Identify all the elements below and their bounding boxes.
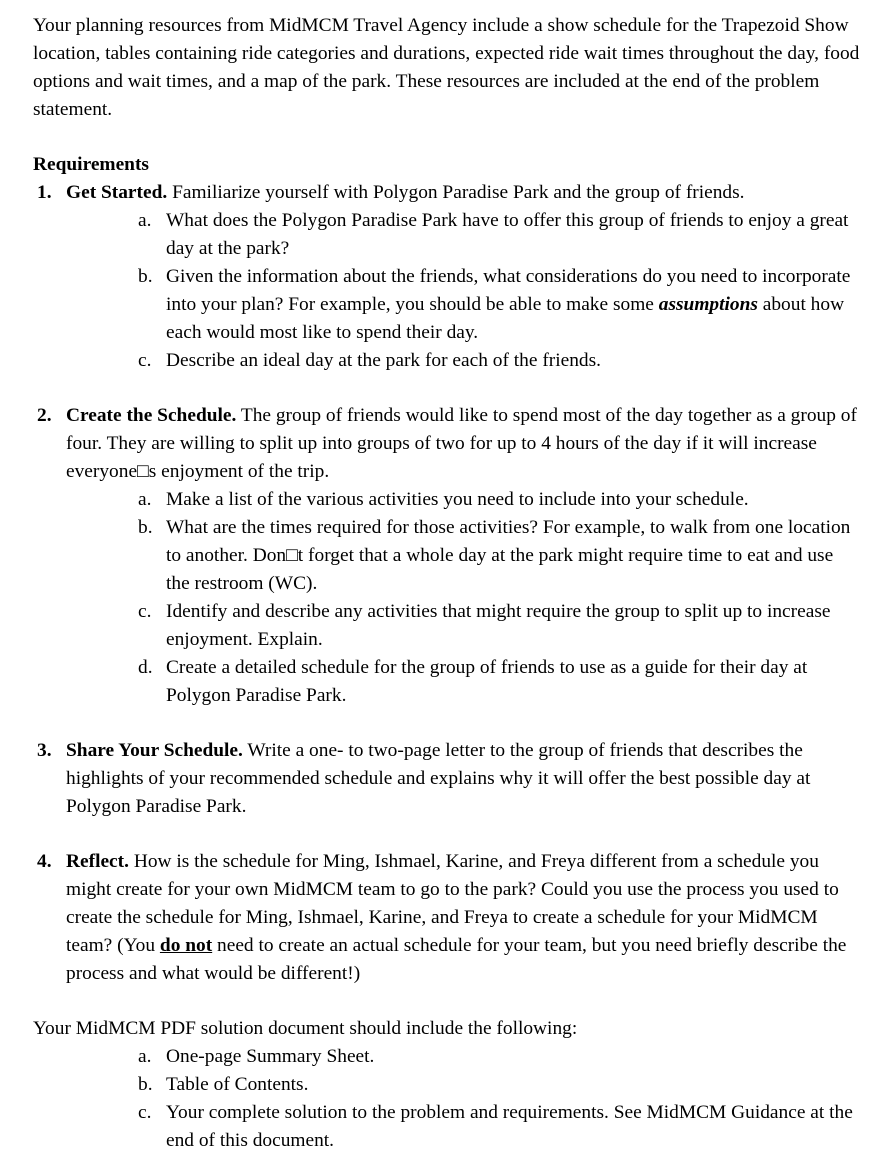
item-text xyxy=(66,402,861,486)
text-run: The group of friends would like to spend most of the day together as a group of four. They are willing to split up into groups of two for up to 4 hours of the day if it will increase everyone□s enjoyment of the trip. xyxy=(66,405,857,482)
requirement-item-3 xyxy=(33,737,861,821)
item-body xyxy=(66,737,861,821)
item-text xyxy=(66,179,861,207)
sub-item-label: b. xyxy=(138,517,153,538)
text-run: How is the schedule for Ming, Ishmael, Karine, and Freya different from a schedule you might create for your own MidMCM team to go to the park? Could you use the process you used to create the schedule for Ming, Ishmael, Karine, and Freya to create a schedule for your MidMCM team? (You xyxy=(66,851,839,956)
item-number: 3. xyxy=(37,740,52,761)
text-run-boldunderline: do not xyxy=(159,935,213,956)
text-run: What does the Polygon Paradise Park have to offer this group of friends to enjoy a great day at the park? xyxy=(166,210,849,259)
text-run-bold: Create the Schedule. xyxy=(66,405,237,426)
text-run: Your planning resources from MidMCM Travel Agency include a show schedule for the Trapezoid Show location, tables containing ride categories and durations, expected ride wait times throughout the day, food options and wait times, and a map of the park. These resources are included at the end of the problem statement. xyxy=(33,15,860,120)
closing-item-b xyxy=(138,1071,861,1099)
sub-item-label: a. xyxy=(138,489,152,510)
text-run: Given the information about the friends, what considerations do you need to incorporate into your plan? For example, you should be able to make some xyxy=(166,266,851,315)
item-body xyxy=(66,402,861,710)
requirement-item-2 xyxy=(33,402,861,710)
sub-item-2d xyxy=(138,654,861,710)
text-run: Familiarize yourself with Polygon Paradise Park and the group of friends. xyxy=(167,182,745,203)
text-run: Your MidMCM PDF solution document should include the following: xyxy=(33,1018,578,1039)
sub-item-label: b. xyxy=(138,266,153,287)
sub-item-text xyxy=(166,347,861,375)
item-text xyxy=(66,737,861,821)
sub-item-label: c. xyxy=(138,1102,152,1123)
requirements-heading: Requirements xyxy=(33,154,149,175)
sub-item-2b xyxy=(138,514,861,598)
sub-item-label: d. xyxy=(138,657,153,678)
sub-item-text xyxy=(166,514,861,598)
text-run-bold: Share Your Schedule. xyxy=(66,740,243,761)
text-run: need to create an actual schedule for your team, but you need briefly describe the process and what would be different!) xyxy=(66,935,847,984)
sub-item-2c xyxy=(138,598,861,654)
sub-item-label: a. xyxy=(138,1046,152,1067)
sub-item-label: a. xyxy=(138,210,152,231)
requirement-item-4 xyxy=(33,848,861,988)
closing-item-a xyxy=(138,1043,861,1071)
sub-item-1a xyxy=(138,207,861,263)
sub-item-label: b. xyxy=(138,1074,153,1095)
sub-item-text xyxy=(166,263,861,347)
item-body xyxy=(66,848,861,988)
closing-item-c xyxy=(138,1099,861,1155)
text-run: Identify and describe any activities that might require the group to split up to increase enjoyment. Explain. xyxy=(166,601,831,650)
sub-item-1c xyxy=(138,347,861,375)
requirement-item-1 xyxy=(33,179,861,375)
sub-item-text xyxy=(166,598,861,654)
item-number: 2. xyxy=(37,405,52,426)
item-number: 1. xyxy=(37,182,52,203)
closing-paragraph xyxy=(33,1015,861,1043)
sub-item-label: c. xyxy=(138,350,152,371)
sub-item-text xyxy=(166,654,861,710)
intro-paragraph xyxy=(33,12,861,124)
text-run: Create a detailed schedule for the group of friends to use as a guide for their day at Polygon Paradise Park. xyxy=(166,657,808,706)
text-run-bold: Get Started. xyxy=(66,182,168,203)
text-run-bolditalic: assumptions xyxy=(658,294,758,315)
sub-item-text xyxy=(166,1071,861,1099)
item-number: 4. xyxy=(37,851,52,872)
text-run: Make a list of the various activities you need to include into your schedule. xyxy=(166,489,749,510)
sub-item-1b xyxy=(138,263,861,347)
text-run: What are the times required for those activities? For example, to walk from one location to another. Don□t forget that a whole day at the park might require time to eat and use the restroom (WC). xyxy=(166,517,851,594)
sub-item-text xyxy=(166,1043,861,1071)
sub-item-text xyxy=(166,486,861,514)
sub-item-text xyxy=(166,207,861,263)
text-run: Write a one- to two-page letter to the group of friends that describes the highlights of your recommended schedule and explains why it will offer the best possible day at Polygon Paradise Park. xyxy=(66,740,811,817)
sub-item-2a xyxy=(138,486,861,514)
item-body xyxy=(66,179,861,375)
text-run: Your complete solution to the problem and requirements. See MidMCM Guidance at the end of this document. xyxy=(166,1102,853,1151)
text-run-bold: Reflect. xyxy=(66,851,129,872)
text-run: Table of Contents. xyxy=(166,1074,309,1095)
text-run: Describe an ideal day at the park for each of the friends. xyxy=(166,350,602,371)
sub-item-label: c. xyxy=(138,601,152,622)
sub-item-text xyxy=(166,1099,861,1155)
text-run: One-page Summary Sheet. xyxy=(166,1046,375,1067)
text-run: about how each would most like to spend their day. xyxy=(166,294,845,343)
item-text xyxy=(66,848,861,988)
